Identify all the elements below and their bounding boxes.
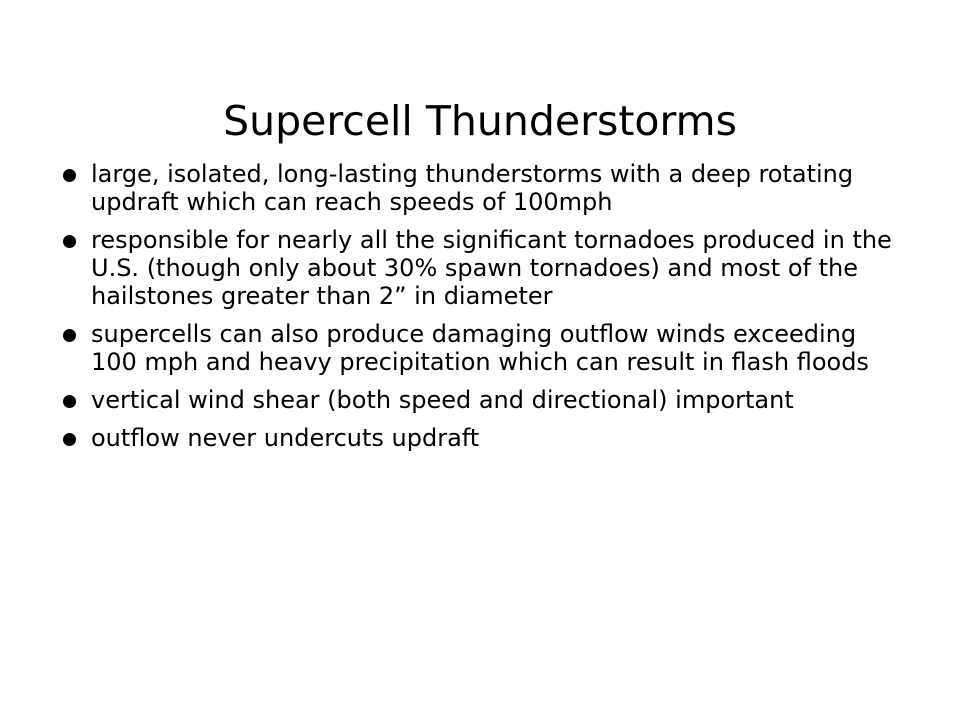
- slide-title: Supercell Thunderstorms: [223, 97, 737, 146]
- bullet-dot-icon: [63, 395, 76, 408]
- bullet-list: [60, 160, 900, 462]
- bullet-item: [60, 320, 900, 376]
- bullet-text: outflow never undercuts updraft: [91, 424, 480, 452]
- bullet-text: responsible for nearly all the significant tornadoes produced in the U.S. (though only about 30% spawn tornadoes) and most of the hailstones greater than 2” in diameter: [91, 226, 892, 310]
- bullet-dot-icon: [63, 433, 76, 446]
- bullet-dot-icon: [63, 329, 76, 342]
- bullet-item: [60, 160, 900, 216]
- bullet-text: supercells can also produce damaging outflow winds exceeding 100 mph and heavy precipitation which can result in flash floods: [91, 320, 869, 376]
- bullet-text: large, isolated, long-lasting thunderstorms with a deep rotating updraft which can reach speeds of 100mph: [91, 160, 854, 216]
- bullet-text: vertical wind shear (both speed and directional) important: [91, 386, 794, 414]
- bullet-item: [60, 424, 900, 452]
- bullet-item: [60, 226, 900, 310]
- bullet-dot-icon: [63, 169, 76, 182]
- bullet-item: [60, 386, 900, 414]
- bullet-dot-icon: [63, 235, 76, 248]
